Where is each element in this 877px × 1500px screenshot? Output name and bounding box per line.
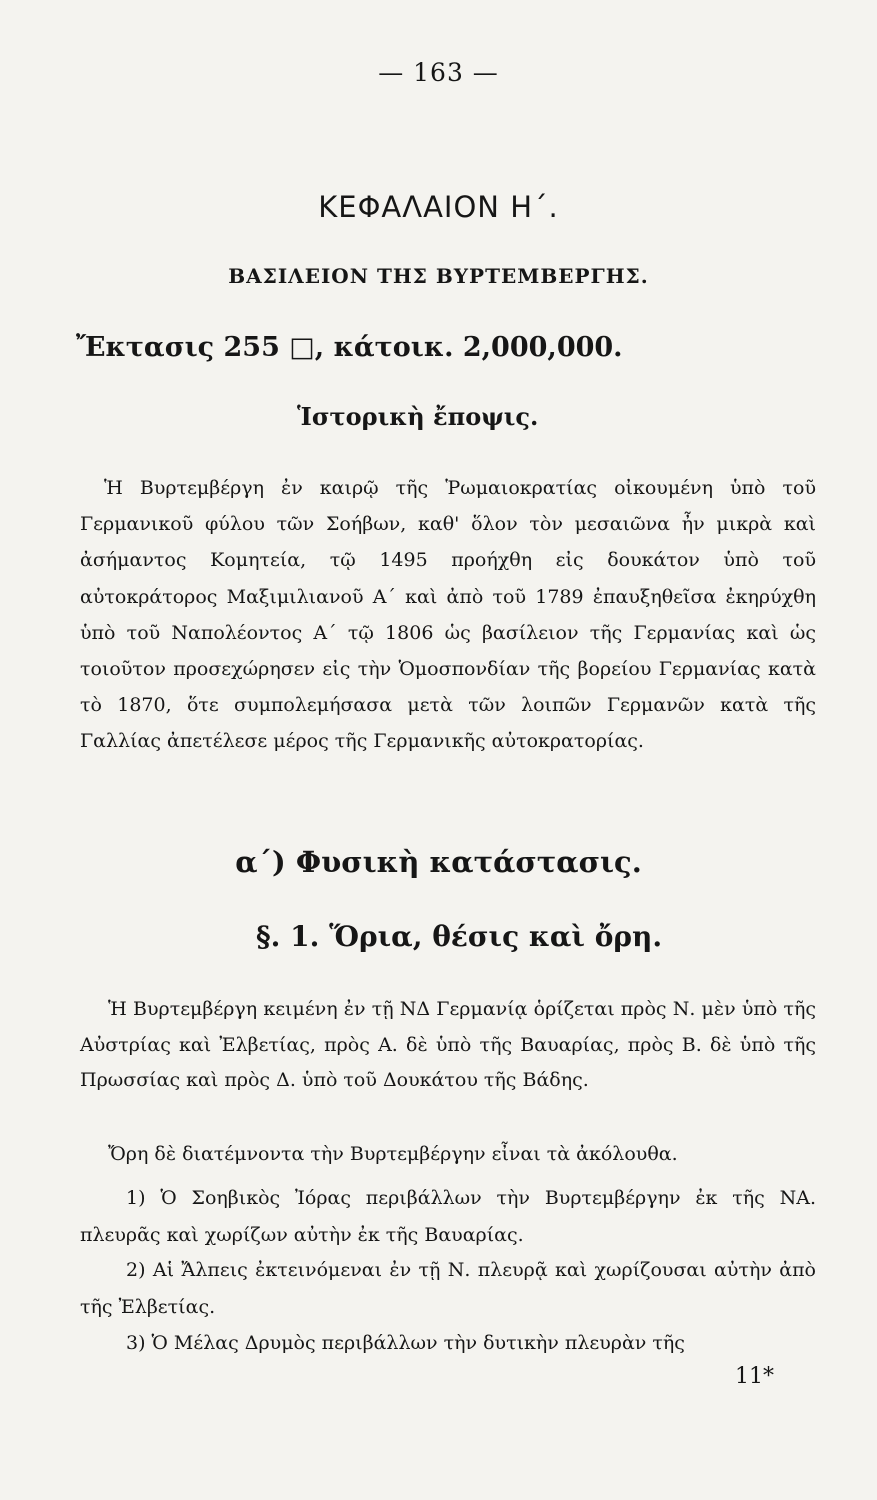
history-heading: Ἱστορικὴ ἔποψις. [297,402,539,431]
mountain-item: 2) Αἱ Ἄλπεις ἐκτεινόμεναι ἐν τῇ Ν. πλευρᾷ καὶ χωρίζουσαι αὐτὴν ἀπὸ τῆς Ἐλβετίας. [80,1259,816,1318]
chapter-title: ΚΕΦΑΛΑΙΟΝ Η΄. [318,190,559,224]
area-population-line: Ἔκτασις 255 □, κάτοικ. 2,000,000. [76,332,623,363]
section-heading: α΄) Φυσικὴ κατάστασις. [235,845,642,879]
mountain-item: 3) Ὁ Μέλας Δρυμὸς περιβάλλων τὴν δυτικὴν πλευρὰν τῆς [126,1332,685,1354]
page-number: — 163 — [378,58,499,87]
borders-paragraph: Ἡ Βυρτεμβέργη κειμένη ἐν τῇ ΝΔ Γερμανίᾳ ὁρίζεται πρὸς Ν. μὲν ὑπὸ τῆς Αὐστρίας καὶ Ἐλβετίας, πρὸς Α. δὲ ὑπὸ τῆς Βαυαρίας, πρὸς Β. δὲ ὑπὸ τῆς Πρωσσίας καὶ πρὸς Δ. ὑπὸ τοῦ Δουκάτου τῆς Βάδης. [80,998,816,1091]
subsection-heading: §. 1. Ὅρια, θέσις καὶ ὄρη. [256,920,663,953]
signature-mark: 11* [735,1364,774,1389]
mountains-intro: Ὄρη δὲ διατέμνοντα τὴν Βυρτεμβέργην εἶναι τὰ ἀκόλουθα. [108,1143,678,1165]
mountain-item: 1) Ὁ Σοηβικὸς Ἰόρας περιβάλλων τὴν Βυρτεμβέργην ἐκ τῆς ΝΑ. πλευρᾶς καὶ χωρίζων αὐτὴν ἐκ τῆς Βαυαρίας. [80,1187,816,1246]
history-paragraph: Ἡ Βυρτεμβέργη ἐν καιρῷ τῆς Ῥωμαιοκρατίας οἰκουμένη ὑπὸ τοῦ Γερμανικοῦ φύλου τῶν Σοήβων, καθ' ὅλον τὸν μεσαιῶνα ἦν μικρὰ καὶ ἀσήμαντος Κομητεία, τῷ 1495 προήχθη εἰς δουκάτον ὑπὸ τοῦ αὐτοκράτορος Μαξιμιλιανοῦ Α΄ καὶ ἀπὸ τοῦ 1789 ἐπαυξηθεῖσα ἐκηρύχθη ὑπὸ τοῦ Ναπολέοντος Α΄ τῷ 1806 ὡς βασίλειον τῆς Γερμανίας καὶ ὡς τοιοῦτον προσεχώρησεν εἰς τὴν Ὁμοσπονδίαν τῆς βορείου Γερμανίας κατὰ τὸ 1870, ὅτε συμπολεμήσασα μετὰ τῶν λοιπῶν Γερμανῶν κατὰ τῆς Γαλλίας ἀπετέλεσε μέρος τῆς Γερμανικῆς αὐτοκρατορίας. [80,477,816,753]
kingdom-title: ΒΑΣΙΛΕΙΟΝ ΤΗΣ ΒΥΡΤΕΜΒΕΡΓΗΣ. [228,264,649,288]
